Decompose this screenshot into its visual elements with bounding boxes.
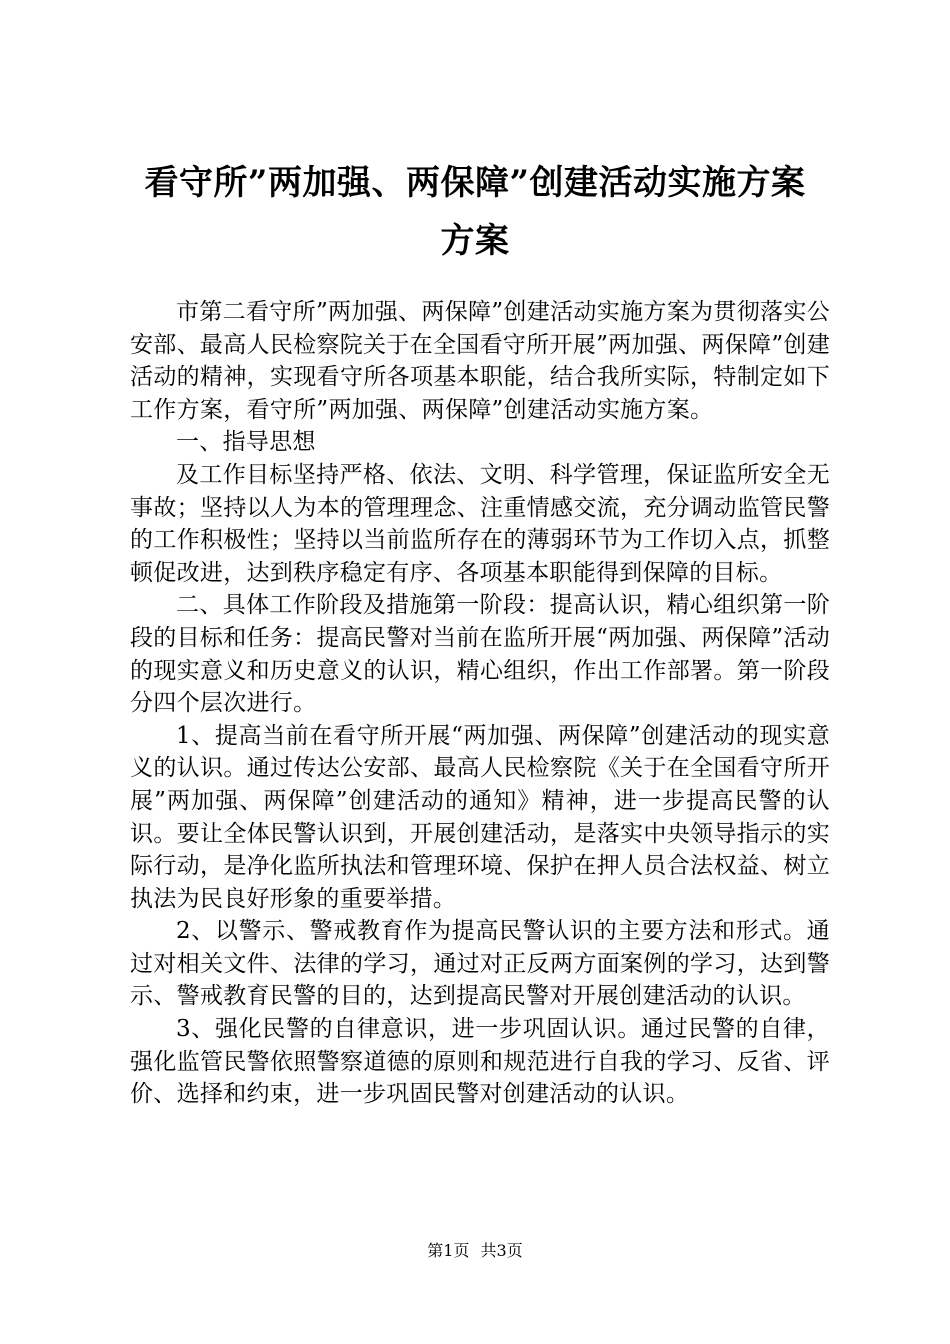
paragraph-item-3: 3、强化民警的自律意识，进一步巩固认识。通过民警的自律，强化监管民警依照警察道德的原则和规范进行自我的学习、反省、评价、选择和约束，进一步巩固民警对创建活动的认识。 (130, 1016, 830, 1108)
page-footer (0, 1238, 950, 1261)
page-total: 共3页 (480, 1241, 523, 1260)
paragraph-goals: 及工作目标坚持严格、依法、文明、科学管理，保证监所安全无事故；坚持以人为本的管理理念、注重情感交流，充分调动监管民警的工作积极性；坚持以当前监所存在的薄弱环节为工作切入点，抓整顿促改进，达到秩序稳定有序、各项基本职能得到保障的目标。 (130, 461, 830, 586)
page-number: 第1页 (427, 1241, 470, 1260)
section-heading-guiding-thought: 一、指导思想 (176, 429, 316, 456)
paragraph-item-1: 1、提高当前在看守所开展“两加强、两保障”创建活动的现实意义的认识。通过传达公安部、最高人民检察院《关于在全国看守所开展”两加强、两保障”创建活动的通知》精神，进一步提高民警的认识。要让全体民警认识到，开展创建活动，是落实中央领导指示的实际行动，是净化监所执法和管理环境、保护在押人员合法权益、树立执法为民良好形象的重要举措。 (130, 722, 830, 912)
paragraph-item-2: 2、以警示、警戒教育作为提高民警认识的主要方法和形式。通过对相关文件、法律的学习，通过对正反两方面案例的学习，达到警示、警戒教育民警的目的，达到提高民警对开展创建活动的认识。 (130, 918, 830, 1010)
document-body (130, 296, 830, 1111)
document-title-continued: 方案 (440, 221, 510, 261)
document-title: 看守所”两加强、两保障”创建活动实施方案 (144, 163, 806, 203)
paragraph-intro: 市第二看守所”两加强、两保障”创建活动实施方案为贯彻落实公安部、最高人民检察院关于在全国看守所开展”两加强、两保障”创建活动的精神，实现看守所各项基本职能，结合我所实际，特制定如下工作方案，看守所”两加强、两保障”创建活动实施方案。 (130, 299, 830, 423)
paragraph-work-stages: 二、具体工作阶段及措施第一阶段：提高认识，精心组织第一阶段的目标和任务：提高民警对当前在监所开展“两加强、两保障”活动的现实意义和历史意义的认识，精心组织，作出工作部署。第一阶段分四个层次进行。 (130, 592, 830, 717)
